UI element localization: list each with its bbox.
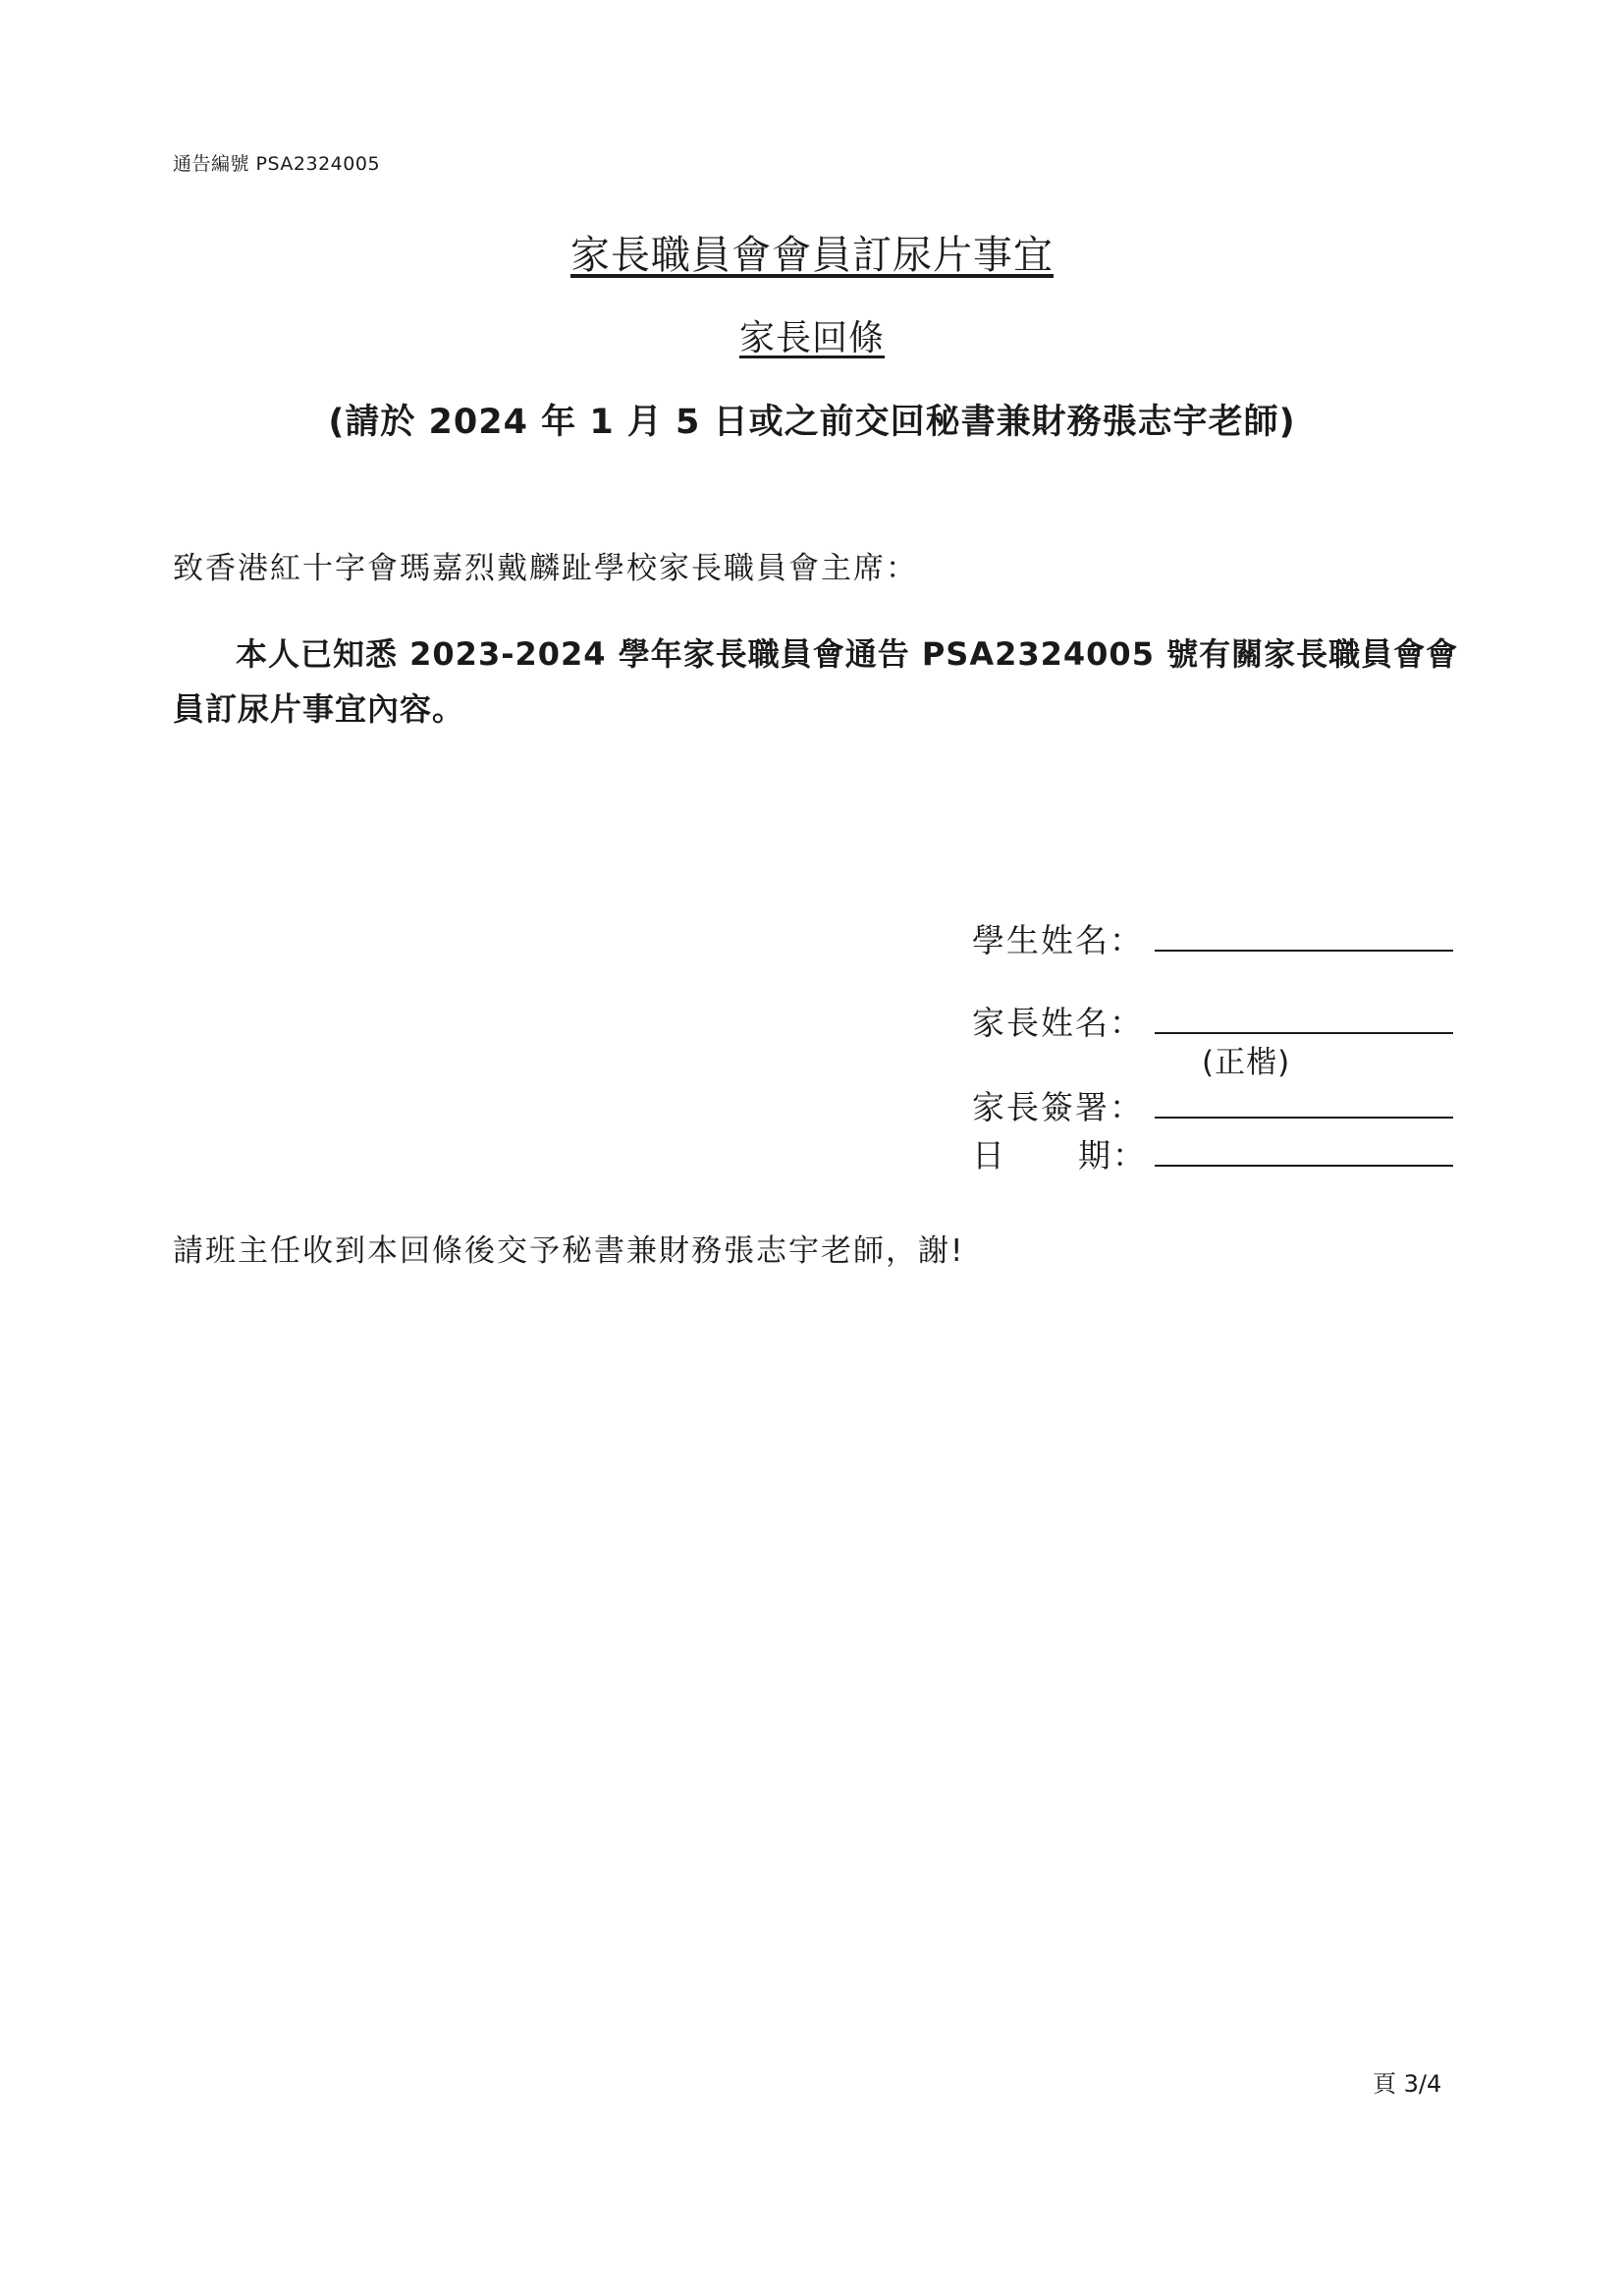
document-subtitle: 家長回條 — [738, 318, 885, 358]
return-deadline: (請於 2024 年 1 月 5 日或之前交回秘書兼財務張志宇老師) — [328, 403, 1296, 442]
student-name-label: 學生姓名： — [972, 921, 1144, 959]
date-label-second: 期： — [1078, 1136, 1147, 1175]
parent-name-label: 家長姓名： — [972, 1004, 1144, 1042]
parent-signature-label: 家長簽署： — [972, 1088, 1144, 1126]
date-line — [1155, 1165, 1453, 1167]
date-label-first: 日 — [972, 1136, 1004, 1175]
document-title: 家長職員會會員訂尿片事宜 — [570, 233, 1054, 278]
acknowledgement-text: 本人已知悉 2023-2024 學年家長職員會通告 PSA2324005 號有關家長職員會會員訂尿片事宜內容。 — [173, 635, 1459, 728]
date-label — [972, 1130, 1147, 1176]
addressee: 致香港紅十字會瑪嘉烈戴麟趾學校家長職員會主席： — [173, 551, 918, 586]
student-name-line — [1155, 950, 1453, 952]
closing-instruction: 請班主任收到本回條後交予秘書兼財務張志宇老師，謝! — [173, 1233, 965, 1269]
parent-name-line — [1155, 1032, 1453, 1034]
parent-name-note: (正楷) — [1202, 1045, 1291, 1080]
parent-signature-line — [1155, 1117, 1453, 1119]
notice-number: 通告編號 PSA2324005 — [173, 153, 381, 175]
page-number: 頁 3/4 — [1373, 2070, 1442, 2098]
